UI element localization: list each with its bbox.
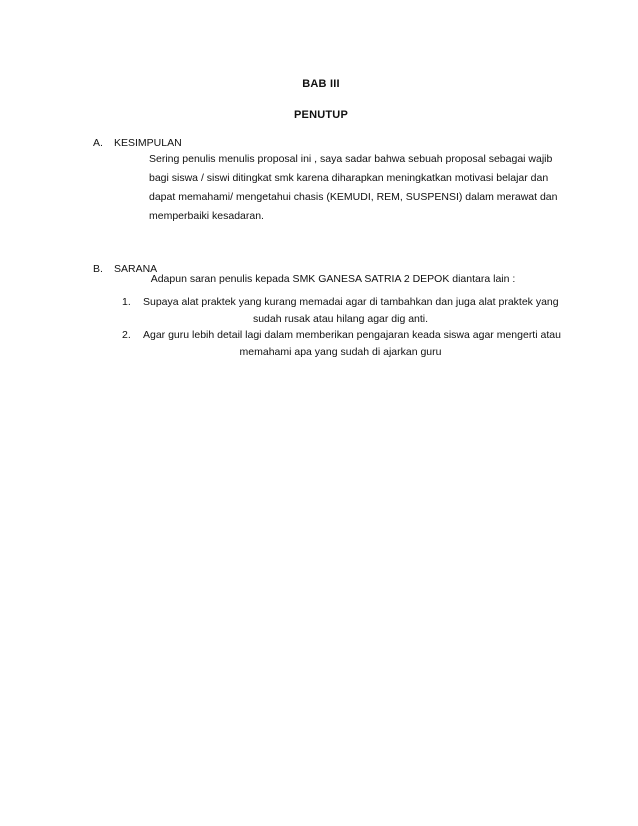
kesimpulan-line-2: bagi siswa / siswi ditingkat smk karena diharapkan meningkatkan motivasi belajar dan [149,172,549,184]
kesimpulan-line-3: dapat memahami/ mengetahui chasis (KEMUDI, REM, SUSPENSI) dalam merawat dan [149,191,558,203]
list-item-text-line-2: sudah rusak atau hilang agar dig anti. [252,313,429,325]
list-item [122,294,559,330]
section-a-heading [93,137,293,151]
chapter-heading: BAB III [302,78,340,90]
list-item [122,327,559,363]
kesimpulan-paragraph [149,150,559,226]
section-b-letter: B. [93,263,103,275]
chapter-title: PENUTUP [294,109,348,121]
list-item-number: 2. [122,329,131,341]
sarana-intro: Adapun saran penulis kepada SMK GANESA SATRIA 2 DEPOK diantara lain : [150,273,516,285]
list-item-text-line-1: Agar guru lebih detail lagi dalam memberikan pengajaran keada siswa agar mengerti atau [143,329,561,341]
section-a-title: KESIMPULAN [114,137,182,149]
section-a-letter: A. [93,137,103,149]
section-b-title: SARANA [114,263,158,275]
kesimpulan-line-1: Sering penulis menulis proposal ini , saya sadar bahwa sebuah proposal sebagai wajib [149,153,553,165]
list-item-text-line-2: memahami apa yang sudah di ajarkan guru [239,346,442,358]
kesimpulan-line-4: memperbaiki kesadaran. [149,210,264,222]
list-item-text-line-1: Supaya alat praktek yang kurang memadai agar di tambahkan dan juga alat praktek yang [143,296,559,308]
list-item-number: 1. [122,296,131,308]
